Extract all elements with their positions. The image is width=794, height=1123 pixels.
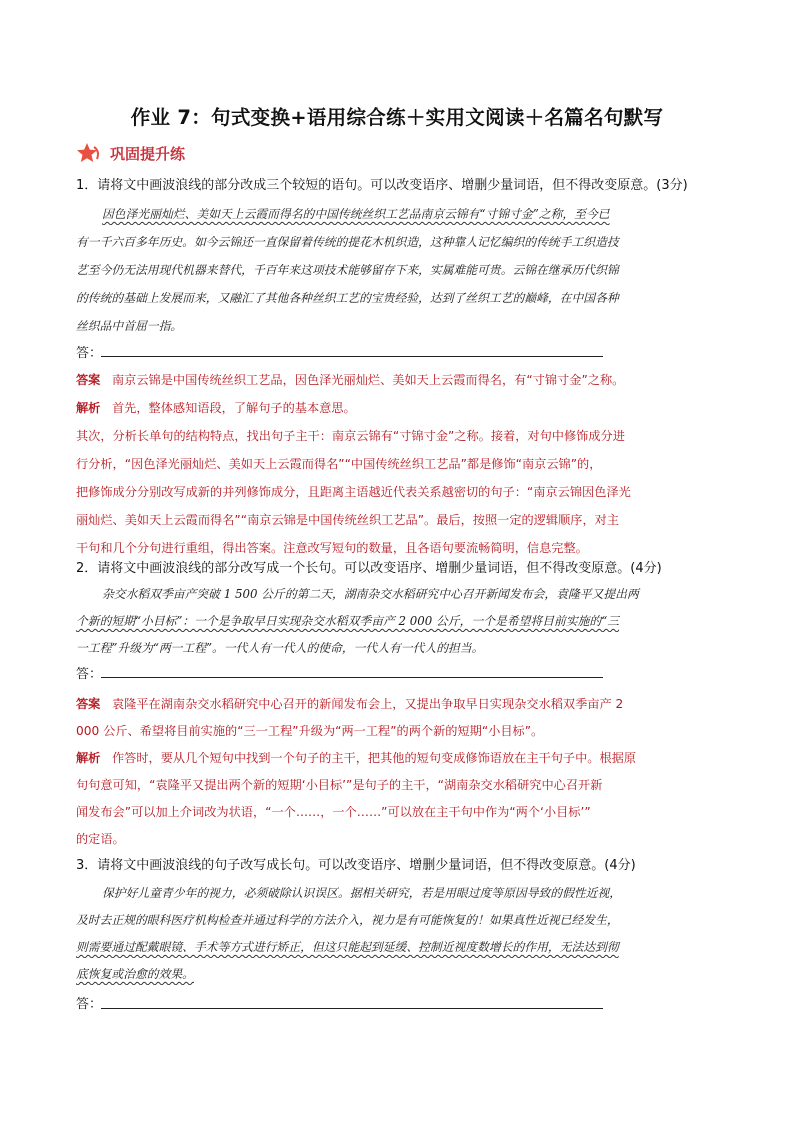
answer-prefix: 答：	[76, 346, 103, 361]
q3-passage-line	[76, 963, 726, 985]
q1-passage-line: 艺至今仍无法用现代机器来替代，千百年来这项技术能够留存下来，实属难能可贵。云锦在继承历代织锦	[76, 263, 619, 277]
wavy-underlined-text: 底恢复或治愈的效果。	[76, 967, 194, 981]
q1-answer	[76, 369, 726, 391]
wavy-underlined-text: 因色泽光丽灿烂、美如天上云霞而得名的中国传统丝织工艺品南京云锦有“寸锦寸金”之称，至今已	[102, 207, 610, 221]
answer-text: 南京云锦是中国传统丝织工艺品，因色泽光丽灿烂、美如天上云霞而得名，有“寸锦寸金”之称。	[112, 373, 625, 387]
answer-line[interactable]	[101, 1008, 603, 1009]
q1-analysis-line: 把修饰成分分别改写成新的并列修饰成分，且距离主语越近代表关系越密切的句子：“南京云锦因色泽光	[76, 485, 631, 499]
answer-line[interactable]	[101, 356, 603, 357]
answer-prefix: 答：	[76, 997, 103, 1012]
q1-passage-line: 丝织品中首屈一指。	[76, 319, 183, 333]
section-header	[76, 141, 185, 165]
q1-analysis-line: 行分析，“因色泽光丽灿烂、美如天上云霞而得名”“中国传统丝织工艺品”都是修饰“南京云锦”的，	[76, 457, 602, 471]
q3-passage-line: 及时去正规的眼科医疗机构检查并通过科学的方法介入，视力是有可能恢复的！如果真性近视已经发生，	[76, 913, 619, 927]
answer-tag: 答案	[76, 697, 101, 711]
answer-tag: 答案	[76, 373, 101, 387]
answer-text: 袁隆平在湖南杂交水稻研究中心召开的新闻发布会上，又提出争取早日实现杂交水稻双季亩产 2	[112, 697, 624, 711]
question-3: 3．请将文中画波浪线的句子改写成长句。可以改变语序、增删少量词语，但不得改变原意。(4分)	[76, 858, 636, 873]
analysis-text: 作答时，要从几个短句中找到一个句子的主干，把其他的短句变成修饰语放在主干句子中。根据原	[112, 751, 637, 765]
wavy-underlined-text: 则需要通过配戴眼镜、手术等方式进行矫正，但这只能起到延缓、控制近视度数增长的作用，无法达到彻	[76, 940, 619, 954]
q2-answer-line: 000 公斤、希望将目前实施的“三一工程”升级为“两一工程”的两个新的短期“小目标”。	[76, 724, 544, 738]
q1-passage-line: 有一千六百多年历史。如今云锦还一直保留着传统的提花木机织造，这种靠人记忆编织的传统手工织造技	[76, 235, 619, 249]
q1-analysis-line: 丽灿烂、美如天上云霞而得名”“南京云锦是中国传统丝织工艺品”。最后，按照一定的逻辑顺序，对主	[76, 513, 620, 527]
q3-passage-line	[76, 936, 726, 958]
q2-passage-line: 杂交水稻双季亩产突破 1 500 公斤的第二天，湖南杂交水稻研究中心召开新闻发布会，袁隆平又提出两	[102, 587, 639, 601]
answer-line[interactable]	[101, 677, 603, 678]
q1-analysis-line: 其次，分析长单句的结构特点，找出句子主干：南京云锦有“寸锦寸金”之称。接着，对句中修饰成分进	[76, 429, 625, 443]
q2-analysis	[76, 747, 726, 769]
question-1: 1．请将文中画波浪线的部分改成三个较短的语句。可以改变语序、增删少量词语，但不得改变原意。(3分)	[76, 178, 688, 193]
answer-prefix: 答：	[76, 667, 103, 682]
analysis-tag: 解析	[76, 751, 101, 765]
q1-analysis-line: 干句和几个分句进行重组，得出答案。注意改写短句的数量，且各语句要流畅简明，信息完整。	[76, 541, 588, 555]
analysis-text: 首先，整体感知语段，了解句子的基本意思。	[112, 401, 356, 415]
page-title: 作业 7：句式变换+语用综合练＋实用文阅读＋名篇名句默写	[130, 106, 664, 129]
q1-analysis	[76, 397, 726, 419]
q1-passage-line	[76, 203, 752, 225]
q2-analysis-line: 句句意可知，“袁隆平又提出两个新的短期‘小目标’”是句子的主干，“湖南杂交水稻研究中心召开新	[76, 778, 603, 792]
section-label: 巩固提升练	[110, 144, 186, 163]
q1-passage-line: 的传统的基础上发展而来，又融汇了其他各种丝织工艺的宝贵经验，达到了丝织工艺的巅峰，在中国各种	[76, 291, 619, 305]
question-2: 2．请将文中画波浪线的部分改写成一个长句。可以改变语序、增删少量词语，但不得改变原意。(4分)	[76, 561, 662, 576]
q2-passage-line: 一工程”升级为“两一工程”。一代人有一代人的使命，一代人有一代人的担当。	[76, 641, 484, 655]
q2-analysis-line: 的定语。	[76, 832, 125, 846]
q2-passage-line	[76, 610, 726, 632]
q2-answer	[76, 693, 726, 715]
analysis-tag: 解析	[76, 401, 101, 415]
star-badge-icon	[76, 142, 102, 164]
q2-analysis-line: 闻发布会”可以加上介词改为状语，“一个……，一个……”可以放在主干句中作为“两个‘小目标’”	[76, 805, 591, 819]
wavy-underlined-text: 个新的短期“小目标”：一个是争取早日实现杂交水稻双季亩产 2 000 公斤，一个是希望将目前实施的“三	[76, 614, 620, 628]
q3-passage-line: 保护好儿童青少年的视力，必须破除认识误区。据相关研究，若是用眼过度等原因导致的假性近视，	[102, 886, 622, 900]
